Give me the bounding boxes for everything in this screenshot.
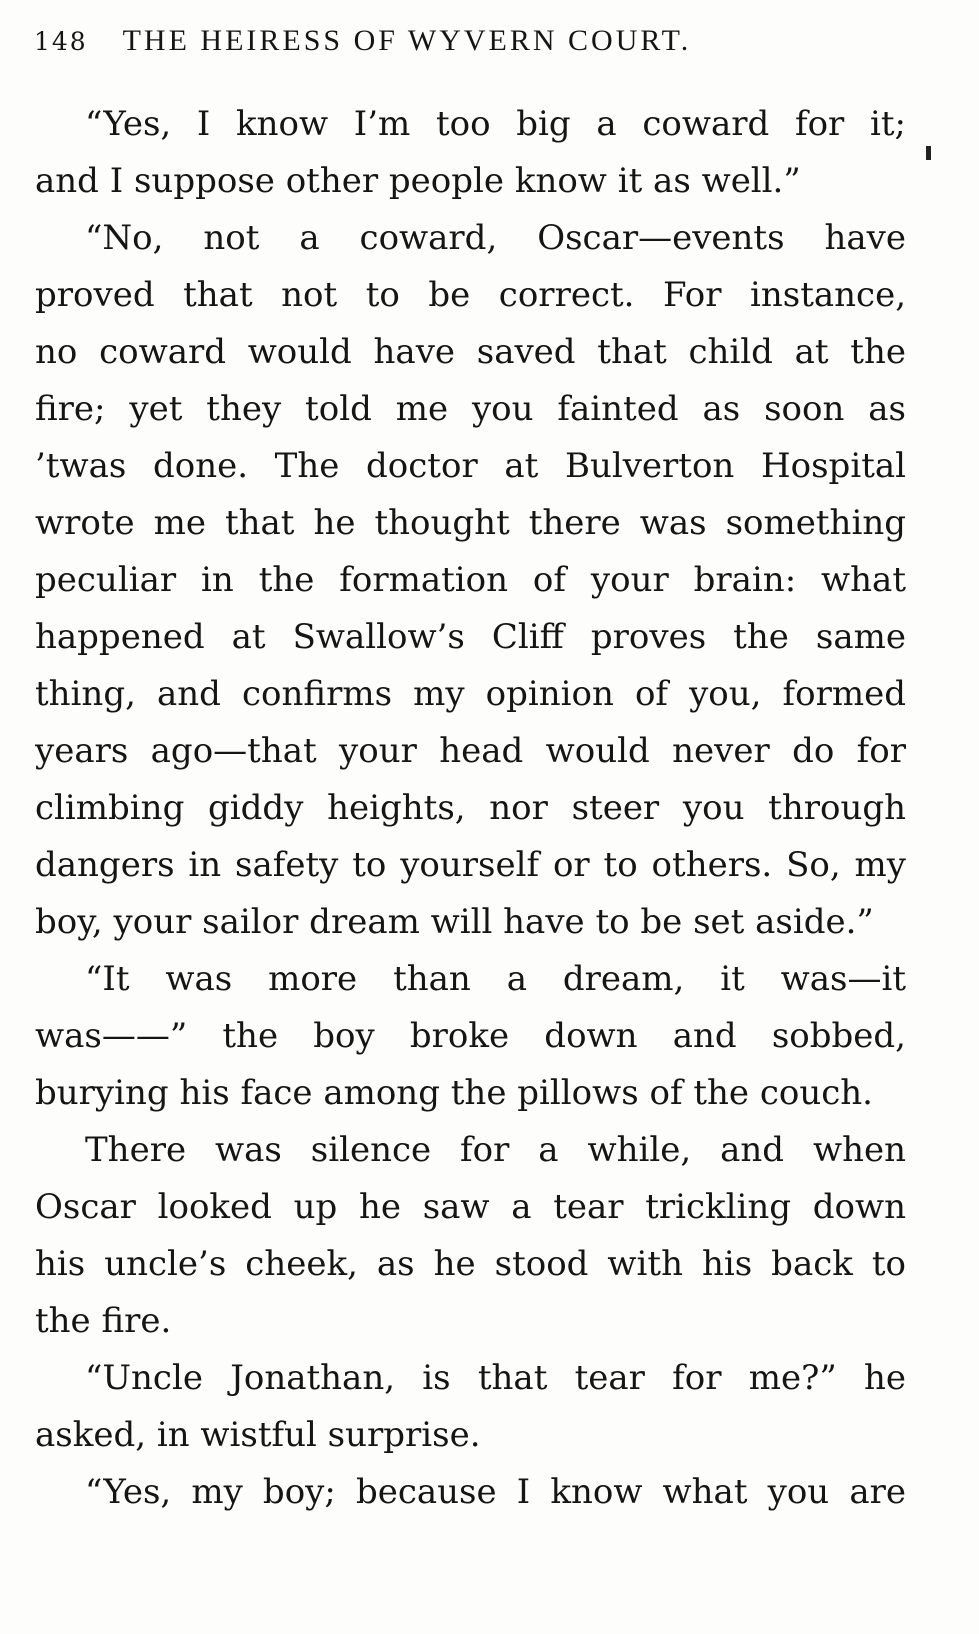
text-line: dangers in safety to yourself or to others. So, my bbox=[35, 845, 906, 885]
text-line: thing, and confirms my opinion of you, formed bbox=[35, 674, 906, 714]
text-line: was——” the boy broke down and sobbed, bbox=[35, 1016, 906, 1056]
page-number: 148 bbox=[34, 27, 88, 56]
text-line: his uncle’s cheek, as he stood with his back to bbox=[35, 1244, 906, 1284]
text-line: happened at Swallow’s Cliff proves the same bbox=[35, 617, 906, 657]
text-line: “It was more than a dream, it was—it bbox=[85, 959, 906, 999]
text-line: Oscar looked up he saw a tear trickling down bbox=[35, 1187, 906, 1227]
text-line: “No, not a coward, Oscar—events have bbox=[85, 218, 906, 258]
text-line: no coward would have saved that child at the bbox=[35, 332, 906, 372]
running-head bbox=[34, 24, 914, 64]
text-line: fire; yet they told me you fainted as soon as bbox=[35, 389, 906, 429]
text-line: proved that not to be correct. For instance, bbox=[35, 275, 906, 315]
stray-ink-mark bbox=[926, 146, 931, 160]
text-line: asked, in wistful surprise. bbox=[35, 1415, 481, 1455]
text-line: wrote me that he thought there was something bbox=[35, 503, 906, 543]
text-line: years ago—that your head would never do for bbox=[35, 731, 906, 771]
text-line: “Yes, I know I’m too big a coward for it; bbox=[85, 104, 906, 144]
text-line: the fire. bbox=[35, 1301, 172, 1341]
text-line: “Yes, my boy; because I know what you are bbox=[85, 1472, 906, 1512]
text-line: There was silence for a while, and when bbox=[85, 1130, 906, 1170]
text-line: ’twas done. The doctor at Bulverton Hospital bbox=[35, 446, 906, 486]
body-text bbox=[35, 96, 906, 1521]
text-line: peculiar in the formation of your brain: what bbox=[35, 560, 906, 600]
text-line: climbing giddy heights, nor steer you through bbox=[35, 788, 906, 828]
text-line: boy, your sailor dream will have to be set aside.” bbox=[35, 902, 874, 942]
text-line: and I suppose other people know it as well.” bbox=[35, 161, 801, 201]
book-title: THE HEIRESS OF WYVERN COURT. bbox=[122, 24, 692, 57]
text-line: “Uncle Jonathan, is that tear for me?” he bbox=[85, 1358, 906, 1398]
text-line: burying his face among the pillows of the couch. bbox=[35, 1073, 873, 1113]
